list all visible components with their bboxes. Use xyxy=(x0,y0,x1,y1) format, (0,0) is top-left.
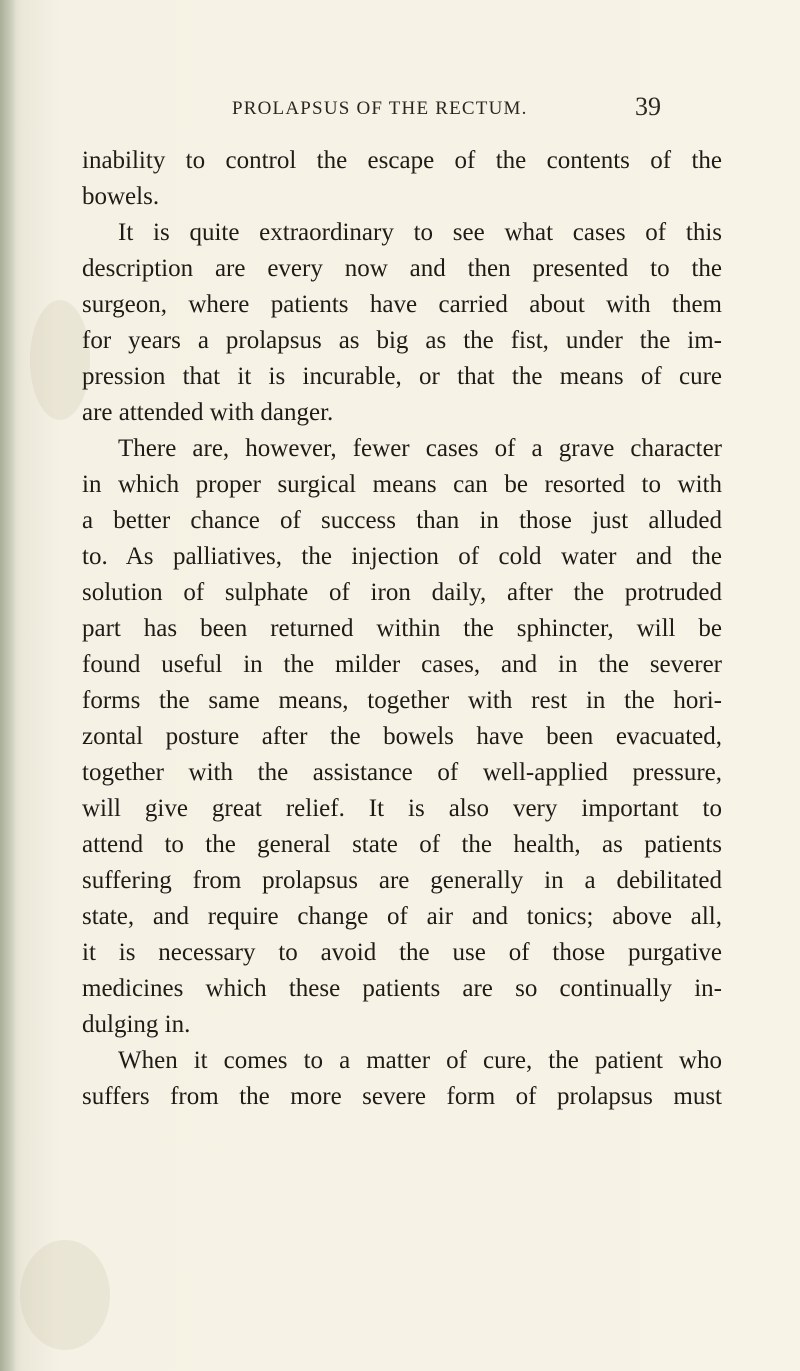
running-head: PROLAPSUS OF THE RECTUM. xyxy=(232,98,528,119)
text-line: for years a prolapsus as big as the fist, under the im- xyxy=(82,327,722,354)
text-line: suffering from prolapsus are generally in a debilitated xyxy=(82,867,722,894)
text-line: surgeon, where patients have carried about with them xyxy=(82,291,722,318)
text-line: are attended with danger. xyxy=(82,399,334,426)
text-line: When it comes to a matter of cure, the patient who xyxy=(118,1047,722,1074)
text-line: in which proper surgical means can be resorted to with xyxy=(82,471,722,498)
page-header xyxy=(0,92,800,132)
page-spine-shadow xyxy=(0,0,16,1371)
paper-stain xyxy=(20,1240,110,1350)
text-line: state, and require change of air and tonics; above all, xyxy=(82,903,722,930)
text-line: zontal posture after the bowels have been evacuated, xyxy=(82,723,722,750)
text-line: There are, however, fewer cases of a grave character xyxy=(118,435,722,462)
text-line: it is necessary to avoid the use of those purgative xyxy=(82,939,722,966)
text-line: bowels. xyxy=(82,183,160,210)
text-line: description are every now and then presented to the xyxy=(82,255,722,282)
text-line: medicines which these patients are so continually in- xyxy=(82,975,722,1002)
text-line: found useful in the milder cases, and in the severer xyxy=(82,651,722,678)
text-line: to. As palliatives, the injection of cold water and the xyxy=(82,543,722,570)
text-line: pression that it is incurable, or that the means of cure xyxy=(82,363,722,390)
text-line: will give great relief. It is also very important to xyxy=(82,795,722,822)
text-line: solution of sulphate of iron daily, after the protruded xyxy=(82,579,722,606)
text-line: suffers from the more severe form of prolapsus must xyxy=(82,1083,722,1110)
page-number: 39 xyxy=(635,92,661,121)
text-line: dulging in. xyxy=(82,1011,191,1038)
text-line: a better chance of success than in those just alluded xyxy=(82,507,722,534)
text-line: It is quite extraordinary to see what cases of this xyxy=(118,219,722,246)
text-line: part has been returned within the sphincter, will be xyxy=(82,615,722,642)
paper-stain xyxy=(30,300,90,420)
text-line: inability to control the escape of the contents of the xyxy=(82,147,722,174)
text-line: together with the assistance of well-applied pressure, xyxy=(82,759,722,786)
text-line: attend to the general state of the health, as patients xyxy=(82,831,722,858)
text-line: forms the same means, together with rest in the hori- xyxy=(82,687,722,714)
